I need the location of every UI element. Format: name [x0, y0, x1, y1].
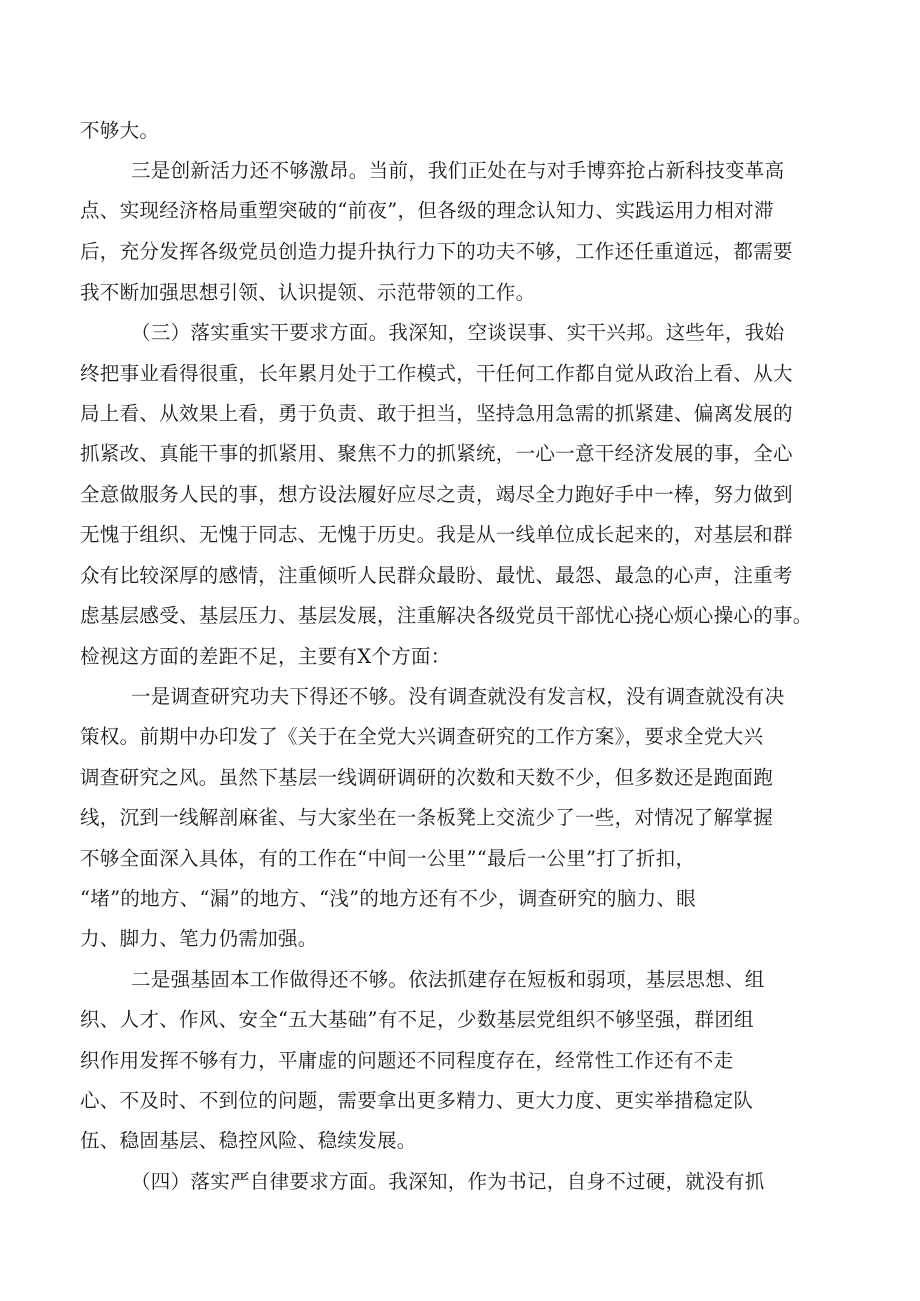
text-line: 织作用发挥不够有力，平庸虚的问题还不同程度存在，经常性工作还有不走 [80, 1049, 734, 1072]
text-line: 力、脚力、笔力仍需加强。 [80, 927, 318, 950]
text-line: 抓紧改、真能干事的抓紧用、聚焦不力的抓紧统，一心一意干经济发展的事，全心 [80, 442, 793, 465]
text-line: 众有比较深厚的感情，注重倾听人民群众最盼、最忧、最怨、最急的心声，注重考 [80, 564, 793, 587]
text-line: 线，沉到一线解剖麻雀、与大家坐在一条板凳上交流少了一些，对情况了解掌握 [80, 806, 774, 829]
section-heading: （四）落实严自律要求方面。我深知，作为书记，自身不过硬，就没有抓 [131, 1170, 765, 1193]
text-line: 不够全面深入具体，有的工作在“中间一公里”“最后一公里”打了折扣， [80, 847, 696, 870]
text-line: 策权。前期中办印发了《关于在全党大兴调查研究的工作方案》，要求全党大兴 [80, 725, 764, 748]
text-line: 伍、稳固基层、稳控风险、稳续发展。 [80, 1129, 417, 1152]
text-line: 一是调查研究功夫下得还不够。没有调查就没有发言权，没有调查就没有决 [131, 685, 785, 708]
text-line: 局上看、从效果上看，勇于负责、敢于担当，坚持急用急需的抓紧建、偏离发展的 [80, 402, 793, 425]
text-line: 无愧于组织、无愧于同志、无愧于历史。我是从一线单位成长起来的，对基层和群 [80, 523, 793, 546]
text-line: 检视这方面的差距不足，主要有X个方面： [80, 645, 451, 668]
text-line: 调查研究之风。虽然下基层一线调研调研的次数和天数不少，但多数还是跑面跑 [80, 766, 774, 789]
text-line: 不够大。 [80, 119, 160, 142]
text-line: 我不断加强思想引领、认识提领、示范带领的工作。 [80, 281, 536, 304]
section-heading: （三）落实重实干要求方面。我深知，空谈误事、实干兴邦。这些年，我始 [131, 321, 785, 344]
text-line: 织、人才、作风、安全“五大基础”有不足，少数基层党组织不够坚强，群团组 [80, 1008, 754, 1031]
text-line: 全意做服务人民的事，想方设法履好应尽之责，竭尽全力跑好手中一棒，努力做到 [80, 483, 793, 506]
text-line: “堵”的地方、“漏”的地方、“浅”的地方还有不少，调查研究的脑力、眼 [80, 887, 697, 910]
text-line: 后，充分发挥各级党员创造力提升执行力下的功夫不够，工作还任重道远，都需要 [80, 240, 793, 263]
text-line: 终把事业看得很重，长年累月处于工作模式，干任何工作都自觉从政治上看、从大 [80, 362, 793, 385]
text-line: 心、不及时、不到位的问题，需要拿出更多精力、更大力度、更实举措稳定队 [80, 1089, 754, 1112]
text-line: 三是创新活力还不够激昂。当前，我们正处在与对手博弈抢占新科技变革高 [131, 159, 785, 182]
text-line: 虑基层感受、基层压力、基层发展，注重解决各级党员干部忧心挠心烦心操心的事。 [80, 604, 813, 627]
text-line: 点、实现经济格局重塑突破的“前夜”，但各级的理念认知力、实践运用力相对滞 [80, 199, 774, 222]
text-line: 二是强基固本工作做得还不够。依法抓建存在短板和弱项，基层思想、组 [131, 968, 765, 991]
